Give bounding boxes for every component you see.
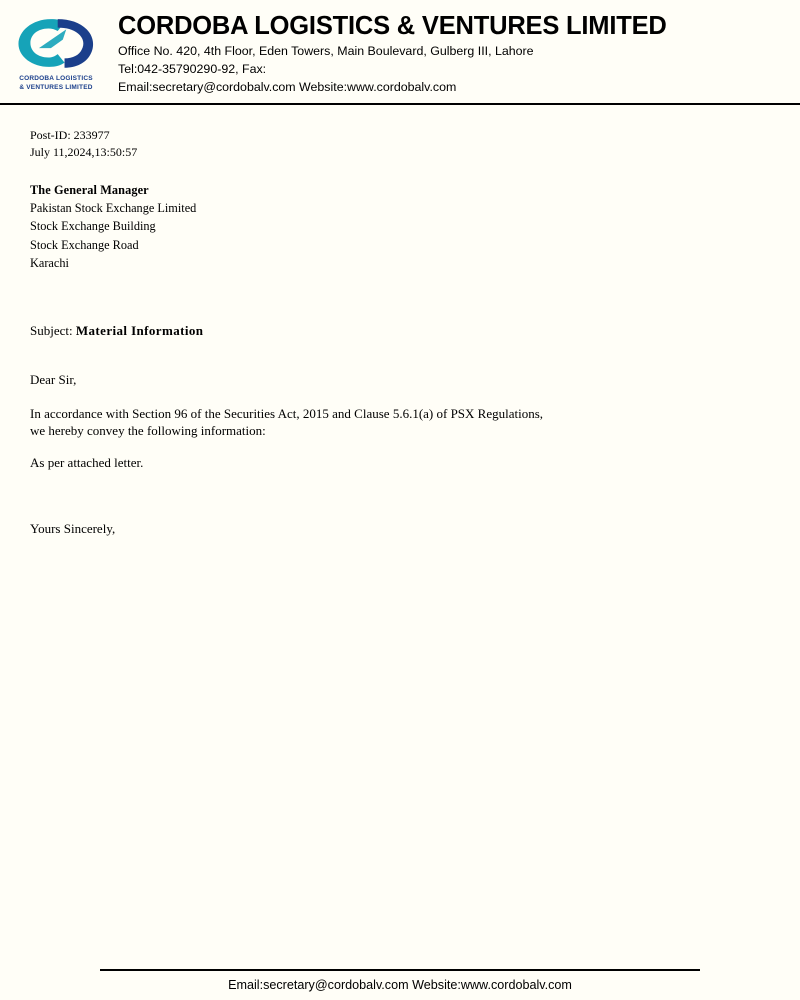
footer — [0, 969, 800, 1000]
spacer-before-salutation — [30, 339, 770, 371]
signoff: Yours Sincerely, — [30, 520, 116, 536]
paragraph-attachment-note: As per attached letter. — [30, 455, 144, 471]
addressee-line1: Pakistan Stock Exchange Limited — [30, 201, 197, 216]
letterhead-inner — [0, 10, 800, 97]
paragraph-body — [30, 406, 670, 439]
company-address — [118, 43, 800, 97]
letterhead — [0, 0, 800, 113]
footer-divider — [100, 969, 700, 971]
addressee-title: The General Manager — [30, 183, 149, 198]
spacer-after-meta — [30, 161, 770, 181]
company-address-line1: Office No. 420, 4th Floor, Eden Towers, Main Boulevard, Gulberg III, Lahore — [118, 44, 534, 59]
company-name: CORDOBA LOGISTICS & VENTURES LIMITED — [118, 12, 667, 40]
paragraph-line1: In accordance with Section 96 of the Securities Act, 2015 and Clause 5.6.1(a) of PSX Regulations, — [30, 406, 544, 422]
subject-label: Subject: — [30, 323, 73, 338]
letter-body — [0, 113, 800, 537]
logo-caption-line1: CORDOBA LOGISTICS — [19, 75, 93, 82]
addressee-block — [30, 181, 770, 272]
addressee-line2: Stock Exchange Building — [30, 219, 156, 234]
addressee-line3: Stock Exchange Road — [30, 237, 139, 252]
spacer-before-paragraph — [30, 388, 770, 406]
company-block — [104, 10, 800, 97]
company-address-line3: Email:secretary@cordobalv.com Website:www.cordobalv.com — [118, 80, 457, 95]
cordoba-logistics-logo-icon — [13, 14, 99, 72]
timestamp: July 11,2024,13:50:57 — [30, 145, 138, 160]
addressee-line4: Karachi — [30, 255, 69, 270]
spacer-before-subject — [30, 272, 770, 322]
logo-block — [8, 10, 104, 93]
subject-value: Material Information — [75, 323, 204, 338]
paragraph-line2: we hereby convey the following information: — [30, 422, 266, 438]
header-divider — [0, 103, 800, 105]
spacer-before-signoff — [30, 472, 770, 520]
spacer-between-paragraphs — [30, 439, 770, 455]
subject-line — [30, 322, 770, 339]
post-id: Post-ID: 233977 — [30, 128, 110, 142]
footer-contact: Email:secretary@cordobalv.com Website:www.cordobalv.com — [228, 978, 572, 992]
salutation: Dear Sir, — [30, 372, 77, 388]
logo-caption — [8, 75, 104, 93]
logo-caption-line2: & VENTURES LIMITED — [19, 83, 93, 91]
company-address-line2: Tel:042-35790290-92, Fax: — [118, 62, 267, 77]
